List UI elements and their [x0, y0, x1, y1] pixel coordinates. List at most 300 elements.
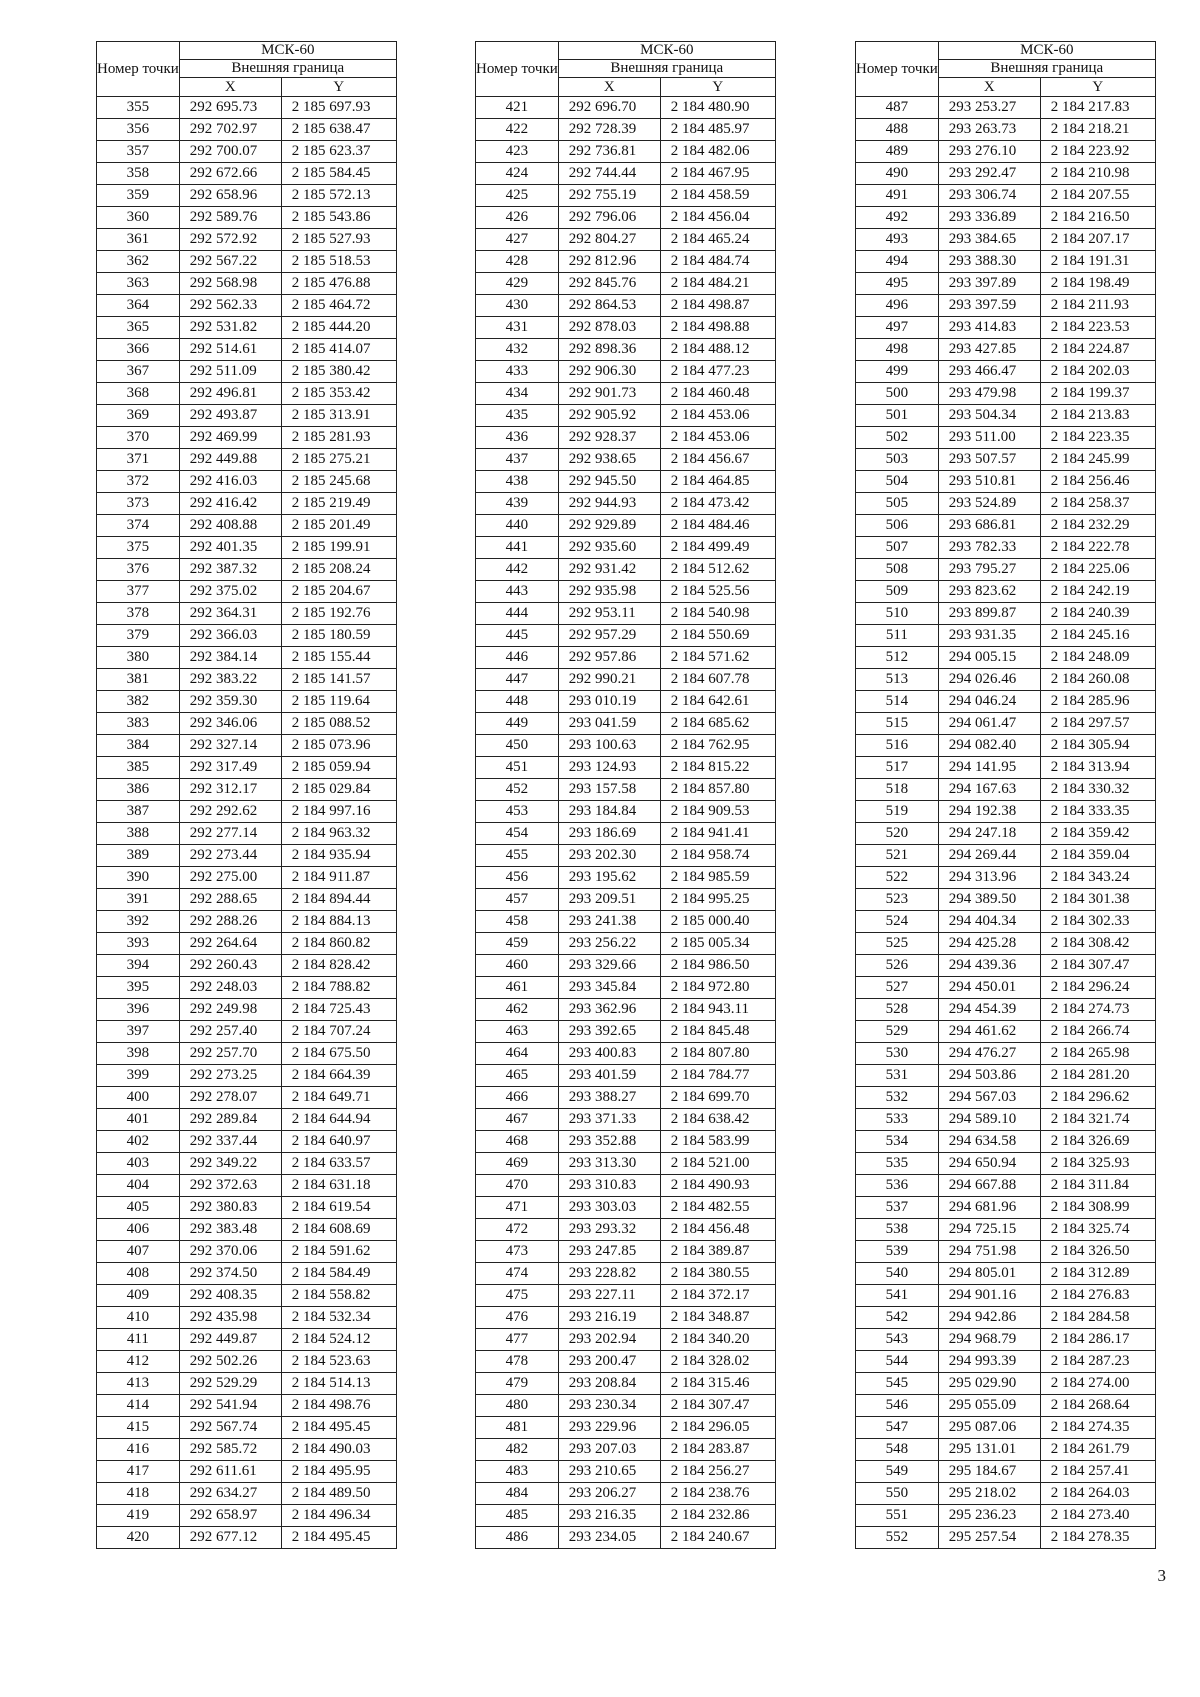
y-coordinate-cell: 2 184 372.17 [660, 1285, 775, 1307]
table-row [476, 801, 776, 823]
y-coordinate-cell: 2 184 308.42 [1040, 933, 1155, 955]
x-coordinate-cell: 293 388.27 [558, 1087, 660, 1109]
x-coordinate-cell: 292 953.11 [558, 603, 660, 625]
point-number-cell: 456 [476, 867, 559, 889]
point-number-cell: 431 [476, 317, 559, 339]
table-row [97, 537, 397, 559]
x-coordinate-cell: 292 416.03 [179, 471, 281, 493]
x-coordinate-cell: 292 384.14 [179, 647, 281, 669]
point-number-cell: 395 [97, 977, 180, 999]
point-number-cell: 377 [97, 581, 180, 603]
x-coordinate-cell: 292 374.50 [179, 1263, 281, 1285]
table-row [856, 427, 1156, 449]
table-row [856, 999, 1156, 1021]
point-number-cell: 485 [476, 1505, 559, 1527]
table-row [856, 1241, 1156, 1263]
table-row [97, 471, 397, 493]
x-coordinate-cell: 294 942.86 [938, 1307, 1040, 1329]
point-number-cell: 385 [97, 757, 180, 779]
table-row [97, 207, 397, 229]
y-coordinate-cell: 2 184 638.42 [660, 1109, 775, 1131]
table-row [97, 1263, 397, 1285]
y-coordinate-cell: 2 184 297.57 [1040, 713, 1155, 735]
table-row [476, 537, 776, 559]
coordinate-table-3 [855, 41, 1156, 1549]
point-number-cell: 379 [97, 625, 180, 647]
x-coordinate-cell: 293 427.85 [938, 339, 1040, 361]
x-coordinate-cell: 293 292.47 [938, 163, 1040, 185]
point-number-cell: 548 [856, 1439, 939, 1461]
y-coordinate-cell: 2 184 884.13 [281, 911, 396, 933]
coordinate-system-header: МСК-60 [179, 42, 396, 60]
point-number-cell: 509 [856, 581, 939, 603]
x-coordinate-cell: 292 864.53 [558, 295, 660, 317]
point-number-cell: 551 [856, 1505, 939, 1527]
y-coordinate-cell: 2 184 207.55 [1040, 185, 1155, 207]
table-row [97, 251, 397, 273]
point-number-cell: 469 [476, 1153, 559, 1175]
x-coordinate-cell: 293 208.84 [558, 1373, 660, 1395]
x-coordinate-cell: 294 247.18 [938, 823, 1040, 845]
x-coordinate-cell: 292 585.72 [179, 1439, 281, 1461]
x-coordinate-cell: 295 087.06 [938, 1417, 1040, 1439]
y-coordinate-cell: 2 184 456.04 [660, 207, 775, 229]
y-coordinate-cell: 2 184 909.53 [660, 801, 775, 823]
point-number-cell: 441 [476, 537, 559, 559]
table-row [476, 1219, 776, 1241]
x-coordinate-cell: 293 400.83 [558, 1043, 660, 1065]
table-row [856, 713, 1156, 735]
point-number-cell: 386 [97, 779, 180, 801]
y-coordinate-cell: 2 184 232.29 [1040, 515, 1155, 537]
point-number-cell: 453 [476, 801, 559, 823]
point-number-cell: 537 [856, 1197, 939, 1219]
y-coordinate-cell: 2 185 141.57 [281, 669, 396, 691]
table-row [476, 493, 776, 515]
y-coordinate-cell: 2 184 986.50 [660, 955, 775, 977]
table-row [856, 515, 1156, 537]
table-row [97, 1087, 397, 1109]
x-coordinate-cell: 292 257.40 [179, 1021, 281, 1043]
y-coordinate-cell: 2 184 532.34 [281, 1307, 396, 1329]
y-coordinate-cell: 2 184 499.49 [660, 537, 775, 559]
x-coordinate-cell: 292 449.87 [179, 1329, 281, 1351]
x-coordinate-cell: 292 531.82 [179, 317, 281, 339]
point-number-cell: 397 [97, 1021, 180, 1043]
table-row [97, 1329, 397, 1351]
point-number-cell: 442 [476, 559, 559, 581]
point-number-cell: 465 [476, 1065, 559, 1087]
table-row [856, 97, 1156, 119]
x-coordinate-cell: 292 366.03 [179, 625, 281, 647]
point-number-cell: 414 [97, 1395, 180, 1417]
point-number-cell: 516 [856, 735, 939, 757]
table-row [856, 207, 1156, 229]
x-coordinate-cell: 292 375.02 [179, 581, 281, 603]
y-coordinate-cell: 2 184 607.78 [660, 669, 775, 691]
x-coordinate-cell: 295 184.67 [938, 1461, 1040, 1483]
table-row [856, 801, 1156, 823]
y-coordinate-cell: 2 184 488.12 [660, 339, 775, 361]
x-coordinate-cell: 294 725.15 [938, 1219, 1040, 1241]
x-coordinate-cell: 292 502.26 [179, 1351, 281, 1373]
table-row [856, 339, 1156, 361]
x-coordinate-cell: 292 845.76 [558, 273, 660, 295]
table-row [476, 603, 776, 625]
y-coordinate-cell: 2 185 697.93 [281, 97, 396, 119]
table-row [476, 1483, 776, 1505]
table-row [856, 1131, 1156, 1153]
table-row [476, 1505, 776, 1527]
point-number-cell: 543 [856, 1329, 939, 1351]
table-row [476, 625, 776, 647]
y-coordinate-cell: 2 184 302.33 [1040, 911, 1155, 933]
table-row [856, 1417, 1156, 1439]
y-coordinate-cell: 2 184 333.35 [1040, 801, 1155, 823]
table-row [856, 317, 1156, 339]
table-row [856, 1439, 1156, 1461]
x-coordinate-cell: 294 476.27 [938, 1043, 1040, 1065]
table-row [97, 713, 397, 735]
table-row [97, 1197, 397, 1219]
table-row [476, 405, 776, 427]
y-coordinate-cell: 2 184 484.21 [660, 273, 775, 295]
table-row [856, 625, 1156, 647]
point-number-cell: 447 [476, 669, 559, 691]
y-coordinate-cell: 2 185 155.44 [281, 647, 396, 669]
table-row [476, 1395, 776, 1417]
table-row [476, 1351, 776, 1373]
y-coordinate-cell: 2 184 725.43 [281, 999, 396, 1021]
point-number-cell: 504 [856, 471, 939, 493]
table-row [97, 625, 397, 647]
table-row [476, 581, 776, 603]
point-number-cell: 470 [476, 1175, 559, 1197]
table-row [856, 1065, 1156, 1087]
x-coordinate-cell: 292 435.98 [179, 1307, 281, 1329]
table-row [856, 295, 1156, 317]
y-coordinate-cell: 2 184 558.82 [281, 1285, 396, 1307]
x-coordinate-cell: 293 388.30 [938, 251, 1040, 273]
x-coordinate-cell: 292 728.39 [558, 119, 660, 141]
table-row [856, 1197, 1156, 1219]
point-number-cell: 380 [97, 647, 180, 669]
x-coordinate-cell: 293 397.59 [938, 295, 1040, 317]
table-row [856, 163, 1156, 185]
table-row [97, 845, 397, 867]
point-number-cell: 365 [97, 317, 180, 339]
table-row [476, 735, 776, 757]
x-coordinate-cell: 294 450.01 [938, 977, 1040, 999]
y-coordinate-cell: 2 184 311.84 [1040, 1175, 1155, 1197]
boundary-header: Внешняя граница [558, 60, 775, 78]
point-number-cell: 417 [97, 1461, 180, 1483]
x-coordinate-cell: 292 273.25 [179, 1065, 281, 1087]
x-coordinate-cell: 293 229.96 [558, 1417, 660, 1439]
point-number-cell: 364 [97, 295, 180, 317]
x-coordinate-cell: 292 292.62 [179, 801, 281, 823]
point-number-cell: 454 [476, 823, 559, 845]
point-number-cell: 363 [97, 273, 180, 295]
point-number-cell: 384 [97, 735, 180, 757]
x-coordinate-cell: 294 141.95 [938, 757, 1040, 779]
x-coordinate-cell: 293 234.05 [558, 1527, 660, 1549]
x-coordinate-cell: 292 401.35 [179, 537, 281, 559]
table-row [856, 273, 1156, 295]
point-number-cell: 546 [856, 1395, 939, 1417]
y-coordinate-cell: 2 185 584.45 [281, 163, 396, 185]
point-number-cell: 425 [476, 185, 559, 207]
point-number-cell: 463 [476, 1021, 559, 1043]
point-number-cell: 518 [856, 779, 939, 801]
x-coordinate-cell: 294 901.16 [938, 1285, 1040, 1307]
table-row [97, 493, 397, 515]
y-coordinate-cell: 2 184 238.76 [660, 1483, 775, 1505]
y-coordinate-cell: 2 184 608.69 [281, 1219, 396, 1241]
point-number-cell: 429 [476, 273, 559, 295]
point-number-cell: 418 [97, 1483, 180, 1505]
table-row [476, 1263, 776, 1285]
y-coordinate-cell: 2 184 523.63 [281, 1351, 396, 1373]
x-coordinate-cell: 293 010.19 [558, 691, 660, 713]
table-row [856, 449, 1156, 471]
point-number-cell: 490 [856, 163, 939, 185]
x-coordinate-cell: 292 359.30 [179, 691, 281, 713]
table-row [97, 229, 397, 251]
y-coordinate-cell: 2 185 444.20 [281, 317, 396, 339]
y-coordinate-cell: 2 184 380.55 [660, 1263, 775, 1285]
y-coordinate-cell: 2 184 232.86 [660, 1505, 775, 1527]
x-coordinate-cell: 293 157.58 [558, 779, 660, 801]
y-coordinate-cell: 2 184 213.83 [1040, 405, 1155, 427]
x-coordinate-cell: 294 082.40 [938, 735, 1040, 757]
point-number-cell: 413 [97, 1373, 180, 1395]
table-row [476, 1153, 776, 1175]
x-coordinate-cell: 292 905.92 [558, 405, 660, 427]
point-number-cell: 459 [476, 933, 559, 955]
table-row [476, 977, 776, 999]
y-coordinate-cell: 2 184 210.98 [1040, 163, 1155, 185]
point-number-cell: 512 [856, 647, 939, 669]
y-coordinate-cell: 2 184 550.69 [660, 625, 775, 647]
y-header: Y [660, 78, 775, 97]
table-row [856, 1527, 1156, 1549]
x-coordinate-cell: 292 935.98 [558, 581, 660, 603]
x-coordinate-cell: 294 167.63 [938, 779, 1040, 801]
point-number-cell: 368 [97, 383, 180, 405]
point-number-cell: 452 [476, 779, 559, 801]
x-coordinate-cell: 293 352.88 [558, 1131, 660, 1153]
y-coordinate-cell: 2 184 972.80 [660, 977, 775, 999]
table-row [856, 1109, 1156, 1131]
table-row [476, 1021, 776, 1043]
table-row [856, 537, 1156, 559]
point-number-cell: 358 [97, 163, 180, 185]
x-coordinate-cell: 292 275.00 [179, 867, 281, 889]
y-coordinate-cell: 2 184 301.38 [1040, 889, 1155, 911]
point-number-cell: 373 [97, 493, 180, 515]
point-number-cell: 391 [97, 889, 180, 911]
point-number-cell: 514 [856, 691, 939, 713]
y-coordinate-cell: 2 184 480.90 [660, 97, 775, 119]
table-row [476, 691, 776, 713]
x-coordinate-cell: 292 935.60 [558, 537, 660, 559]
y-coordinate-cell: 2 184 845.48 [660, 1021, 775, 1043]
table-row [476, 1329, 776, 1351]
point-number-cell: 457 [476, 889, 559, 911]
table-row [856, 1483, 1156, 1505]
point-number-cell: 473 [476, 1241, 559, 1263]
table-row [97, 1285, 397, 1307]
x-coordinate-cell: 292 380.83 [179, 1197, 281, 1219]
table-row [476, 1439, 776, 1461]
table-row [97, 163, 397, 185]
x-coordinate-cell: 292 736.81 [558, 141, 660, 163]
x-coordinate-cell: 292 945.50 [558, 471, 660, 493]
point-number-cell: 474 [476, 1263, 559, 1285]
y-coordinate-cell: 2 184 225.06 [1040, 559, 1155, 581]
table-row [476, 1131, 776, 1153]
table-row [97, 889, 397, 911]
point-number-cell: 433 [476, 361, 559, 383]
table-row [856, 251, 1156, 273]
point-number-cell: 394 [97, 955, 180, 977]
coordinate-table-1 [96, 41, 397, 1549]
y-coordinate-cell: 2 184 274.73 [1040, 999, 1155, 1021]
y-coordinate-cell: 2 184 633.57 [281, 1153, 396, 1175]
point-number-cell: 476 [476, 1307, 559, 1329]
point-number-cell: 467 [476, 1109, 559, 1131]
y-coordinate-cell: 2 184 223.92 [1040, 141, 1155, 163]
y-coordinate-cell: 2 185 005.34 [660, 933, 775, 955]
point-number-cell: 376 [97, 559, 180, 581]
y-coordinate-cell: 2 185 275.21 [281, 449, 396, 471]
x-coordinate-cell: 292 346.06 [179, 713, 281, 735]
table-row [476, 295, 776, 317]
table-row [97, 823, 397, 845]
table-row [476, 383, 776, 405]
table-row [476, 955, 776, 977]
table-row [97, 603, 397, 625]
y-coordinate-cell: 2 184 583.99 [660, 1131, 775, 1153]
x-coordinate-cell: 293 414.83 [938, 317, 1040, 339]
point-number-cell: 412 [97, 1351, 180, 1373]
y-coordinate-cell: 2 184 257.41 [1040, 1461, 1155, 1483]
x-coordinate-cell: 292 672.66 [179, 163, 281, 185]
point-number-cell: 356 [97, 119, 180, 141]
point-number-cell: 524 [856, 911, 939, 933]
y-coordinate-cell: 2 184 707.24 [281, 1021, 396, 1043]
x-coordinate-cell: 293 247.85 [558, 1241, 660, 1263]
y-coordinate-cell: 2 185 219.49 [281, 493, 396, 515]
y-coordinate-cell: 2 185 000.40 [660, 911, 775, 933]
point-number-cell: 492 [856, 207, 939, 229]
table-row [476, 999, 776, 1021]
point-number-cell: 523 [856, 889, 939, 911]
boundary-header: Внешняя граница [938, 60, 1155, 78]
table-row [97, 867, 397, 889]
point-number-cell: 510 [856, 603, 939, 625]
y-coordinate-cell: 2 184 995.25 [660, 889, 775, 911]
y-coordinate-cell: 2 184 644.94 [281, 1109, 396, 1131]
y-coordinate-cell: 2 184 305.94 [1040, 735, 1155, 757]
table-row [856, 119, 1156, 141]
x-coordinate-cell: 292 702.97 [179, 119, 281, 141]
x-coordinate-cell: 292 589.76 [179, 207, 281, 229]
table-row [476, 933, 776, 955]
x-coordinate-cell: 293 313.30 [558, 1153, 660, 1175]
table-row [476, 911, 776, 933]
x-coordinate-cell: 293 228.82 [558, 1263, 660, 1285]
y-coordinate-cell: 2 185 281.93 [281, 427, 396, 449]
x-coordinate-cell: 293 345.84 [558, 977, 660, 999]
point-number-cell: 381 [97, 669, 180, 691]
table-row [97, 361, 397, 383]
y-coordinate-cell: 2 184 340.20 [660, 1329, 775, 1351]
y-coordinate-cell: 2 184 216.50 [1040, 207, 1155, 229]
y-coordinate-cell: 2 184 224.87 [1040, 339, 1155, 361]
table-row [856, 647, 1156, 669]
table-row [97, 779, 397, 801]
point-number-cell: 448 [476, 691, 559, 713]
x-coordinate-cell: 294 425.28 [938, 933, 1040, 955]
point-number-cell: 501 [856, 405, 939, 427]
x-header: X [558, 78, 660, 97]
y-coordinate-cell: 2 184 266.74 [1040, 1021, 1155, 1043]
x-coordinate-cell: 292 944.93 [558, 493, 660, 515]
x-coordinate-cell: 293 782.33 [938, 537, 1040, 559]
x-coordinate-cell: 293 329.66 [558, 955, 660, 977]
x-coordinate-cell: 292 906.30 [558, 361, 660, 383]
point-number-cell: 403 [97, 1153, 180, 1175]
y-header: Y [1040, 78, 1155, 97]
x-coordinate-cell: 293 256.22 [558, 933, 660, 955]
x-coordinate-cell: 294 667.88 [938, 1175, 1040, 1197]
y-coordinate-cell: 2 185 199.91 [281, 537, 396, 559]
x-coordinate-cell: 295 055.09 [938, 1395, 1040, 1417]
y-coordinate-cell: 2 184 274.35 [1040, 1417, 1155, 1439]
x-coordinate-cell: 294 439.36 [938, 955, 1040, 977]
table-row [97, 999, 397, 1021]
x-coordinate-cell: 293 293.32 [558, 1219, 660, 1241]
x-coordinate-cell: 292 257.70 [179, 1043, 281, 1065]
table-row [97, 977, 397, 999]
x-coordinate-cell: 295 131.01 [938, 1439, 1040, 1461]
y-coordinate-cell: 2 184 762.95 [660, 735, 775, 757]
point-number-cell: 387 [97, 801, 180, 823]
point-number-cell: 541 [856, 1285, 939, 1307]
table-row [97, 427, 397, 449]
point-number-cell: 480 [476, 1395, 559, 1417]
x-coordinate-cell: 292 289.84 [179, 1109, 281, 1131]
point-number-cell: 361 [97, 229, 180, 251]
table-row [476, 119, 776, 141]
table-row [97, 955, 397, 977]
table-row [476, 779, 776, 801]
y-coordinate-cell: 2 184 264.03 [1040, 1483, 1155, 1505]
y-coordinate-cell: 2 184 498.76 [281, 1395, 396, 1417]
table-row [476, 1285, 776, 1307]
point-number-cell: 533 [856, 1109, 939, 1131]
y-coordinate-cell: 2 184 330.32 [1040, 779, 1155, 801]
y-coordinate-cell: 2 184 265.98 [1040, 1043, 1155, 1065]
x-coordinate-cell: 292 929.89 [558, 515, 660, 537]
x-coordinate-cell: 293 200.47 [558, 1351, 660, 1373]
x-coordinate-cell: 292 878.03 [558, 317, 660, 339]
point-number-cell: 464 [476, 1043, 559, 1065]
y-coordinate-cell: 2 184 218.21 [1040, 119, 1155, 141]
point-number-cell: 372 [97, 471, 180, 493]
